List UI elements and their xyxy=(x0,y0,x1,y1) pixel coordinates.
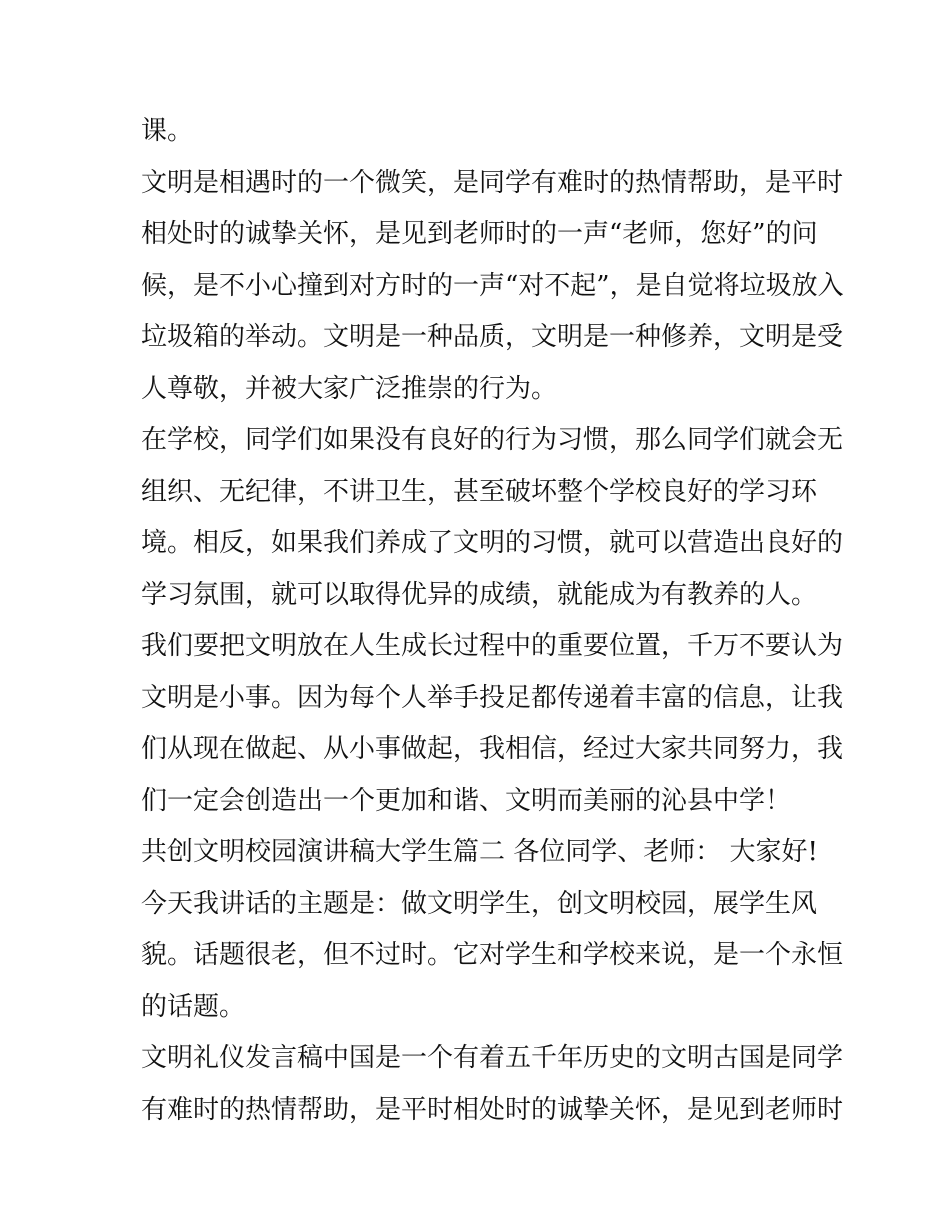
text-line: 我们要把文明放在人生成长过程中的重要位置，千万不要认为 xyxy=(141,631,844,661)
text-line: 们从现在做起、从小事做起，我相信，经过大家共同努力，我 xyxy=(141,734,844,764)
text-line: 相处时的诚挚关怀，是见到老师时的一声“老师，您好”的问 xyxy=(141,219,818,249)
text-line: 垃圾箱的举动。文明是一种品质，文明是一种修养，文明是受 xyxy=(141,322,844,352)
text-line: 在学校，同学们如果没有良好的行为习惯，那么同学们就会无 xyxy=(141,425,844,455)
text-line: 学习氛围，就可以取得优异的成绩，就能成为有教养的人。 xyxy=(141,579,818,610)
text-line: 貌。话题很老，但不过时。它对学生和学校来说，是一个永恒 xyxy=(141,940,844,970)
text-line: 文明是小事。因为每个人举手投足都传递着丰富的信息，让我 xyxy=(141,682,844,713)
text-line: 今天我讲话的主题是：做文明学生，创文明校园，展学生风 xyxy=(141,888,818,919)
text-line: 共创文明校园演讲稿大学生篇二 各位同学、老师： 大家好! xyxy=(141,837,818,867)
text-line: 文明是相遇时的一个微笑，是同学有难时的热情帮助，是平时 xyxy=(141,167,844,198)
text-line: 文明礼仪发言稿中国是一个有着五千年历史的文明古国是同学 xyxy=(141,1043,844,1073)
text-line: 境。相反，如果我们养成了文明的习惯，就可以营造出良好的 xyxy=(141,528,844,558)
document-text xyxy=(141,106,844,1136)
text-line: 有难时的热情帮助，是平时相处时的诚挚关怀，是见到老师时 xyxy=(141,1094,844,1125)
text-line: 人尊敬，并被大家广泛推崇的行为。 xyxy=(141,373,558,404)
text-line: 们一定会创造出一个更加和谐、文明而美丽的沁县中学！ xyxy=(141,785,792,816)
text-line: 组织、无纪律，不讲卫生，甚至破坏整个学校良好的学习环 xyxy=(141,476,818,507)
text-line: 候，是不小心撞到对方时的一声“对不起”，是自觉将垃圾放入 xyxy=(141,270,844,301)
text-line: 课。 xyxy=(141,116,194,146)
text-line: 的话题。 xyxy=(141,991,246,1022)
